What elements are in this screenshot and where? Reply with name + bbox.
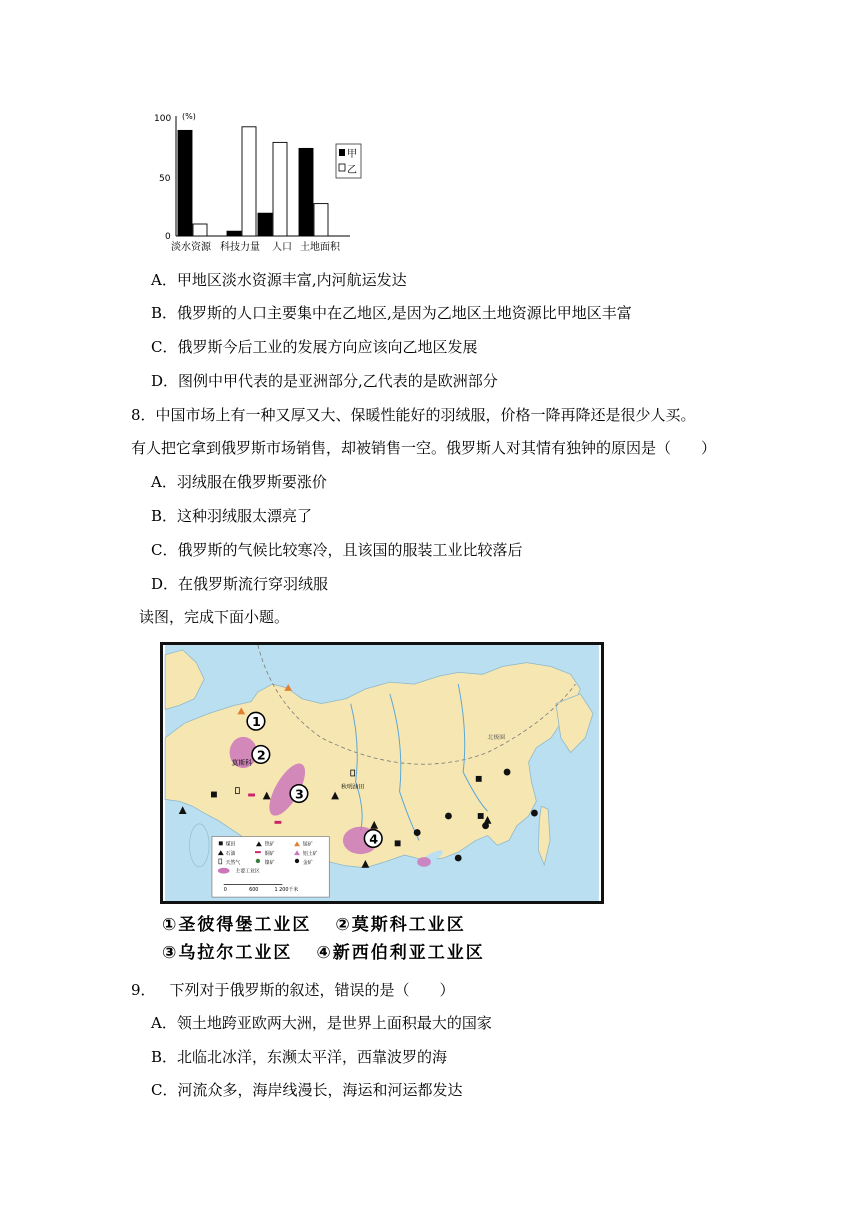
- gold-icon: [414, 829, 421, 836]
- option-text: 图例中甲代表的是亚洲部分,乙代表的是欧洲部分: [178, 372, 498, 390]
- bar-jia-1: [178, 130, 192, 236]
- circle-number: 4: [369, 831, 379, 847]
- option-letter: A．: [151, 1014, 177, 1032]
- arctic-circle-label: 北极圈: [487, 734, 506, 741]
- option-letter: B．: [151, 304, 178, 322]
- moscow-label: 莫斯科: [231, 759, 253, 768]
- option-text: 河流众多，海岸线漫长，海运和河运都发达: [177, 1081, 463, 1099]
- legend-bauxite: 铝土矿: [302, 851, 318, 858]
- legend-swatch-jia: [339, 149, 345, 156]
- q7-option-a: [151, 270, 407, 290]
- coal-icon: [476, 776, 482, 782]
- circle-number: 3: [295, 786, 304, 802]
- copper-icon: [275, 821, 282, 824]
- option-letter: A．: [151, 473, 177, 491]
- gold-icon: [445, 813, 452, 820]
- map-legend: [212, 837, 329, 898]
- option-text: 甲地区淡水资源丰富,内河航运发达: [176, 271, 407, 289]
- q8-option-d: [151, 574, 328, 594]
- legend-nickel: 镍矿: [264, 859, 275, 866]
- scale-1200: 1 200千米: [274, 887, 299, 894]
- q9-option-b: [151, 1047, 447, 1067]
- legend-label-jia: 甲: [347, 149, 357, 160]
- option-text: 俄罗斯的气候比较寒冷，且该国的服装工业比较落后: [177, 541, 523, 559]
- q9-option-c: [151, 1080, 463, 1100]
- q8-stem-line1: [131, 405, 696, 425]
- scale-0: 0: [223, 887, 227, 894]
- legend-gas: 天然气: [225, 859, 241, 866]
- q7-option-d: [151, 371, 498, 391]
- option-letter: A．: [151, 271, 177, 289]
- x-tick-label: 人口: [272, 242, 292, 253]
- industry-area-east: [417, 857, 431, 867]
- coal-icon: [478, 813, 484, 819]
- circle-marker-1: [247, 712, 265, 730]
- circle-marker-3: [290, 785, 308, 803]
- caption-novosibirsk: ④新西伯利亚工业区: [316, 943, 485, 963]
- caspian-sea: [190, 824, 210, 867]
- legend-coal: 煤田: [225, 841, 236, 848]
- map-caption-line1: [162, 914, 466, 936]
- q8-option-c: [151, 540, 523, 560]
- option-letter: B．: [151, 507, 178, 525]
- q9-option-a: [151, 1013, 492, 1033]
- x-tick-label: 科技力量: [220, 242, 260, 253]
- bar-yi-2: [242, 127, 256, 236]
- read-prompt: 读图，完成下面小题。: [139, 608, 290, 626]
- bar-jia-2: [227, 231, 241, 236]
- bar-yi-1: [193, 224, 207, 236]
- legend-gold: 金矿: [302, 859, 313, 866]
- y-unit-label: (%): [182, 112, 196, 121]
- x-tick-label: 淡水资源: [171, 242, 211, 253]
- circle-number: 1: [252, 714, 261, 730]
- y-tick-label: 0: [165, 232, 171, 242]
- option-letter: C．: [151, 541, 178, 559]
- gold-icon: [531, 810, 538, 817]
- y-tick-label: 100: [154, 114, 172, 124]
- bar-jia-3: [258, 213, 272, 236]
- option-letter: C．: [151, 338, 178, 356]
- legend-label-yi: 乙: [347, 165, 357, 176]
- caption-moscow: ②莫斯科工业区: [335, 915, 466, 935]
- option-text: 北临北冰洋，东濒太平洋，西靠波罗的海: [177, 1048, 448, 1066]
- bar-chart: [150, 108, 380, 260]
- coal-icon: [211, 792, 217, 798]
- legend-iron: 铁矿: [264, 841, 275, 848]
- legend-oil: 石油: [225, 851, 236, 858]
- question-number: 8．: [131, 406, 156, 424]
- option-text: 羽绒服在俄罗斯要涨价: [176, 473, 327, 491]
- q8-option-b: [151, 506, 312, 526]
- q9-stem: [131, 980, 455, 1000]
- option-text: 在俄罗斯流行穿羽绒服: [178, 575, 329, 593]
- bar-yi-3: [273, 142, 287, 236]
- q7-option-c: [151, 337, 478, 357]
- bar-jia-4: [299, 148, 313, 236]
- scale-600: 600: [249, 887, 259, 894]
- legend-industry: 主要工业区: [235, 868, 260, 875]
- coal-icon: [395, 840, 401, 846]
- legend-copper: 铜矿: [264, 851, 275, 858]
- qiuming-label: 秋明油田: [340, 784, 365, 791]
- russia-industry-map: [160, 642, 604, 904]
- circle-number: 2: [256, 747, 266, 763]
- x-tick-label: 土地面积: [300, 242, 340, 253]
- q8-stem-line2: 有人把它拿到俄罗斯市场销售，却被销售一空。俄罗斯人对其情有独钟的原因是（ ）: [131, 439, 717, 457]
- question-stem: 下列对于俄罗斯的叙述，错误的是（ ）: [169, 981, 455, 999]
- map-caption-line2: [162, 942, 485, 964]
- option-letter: D．: [151, 575, 179, 593]
- option-letter: C．: [151, 1081, 178, 1099]
- bar-yi-4: [314, 204, 328, 236]
- gold-icon: [482, 822, 489, 829]
- caption-st-petersburg: ①圣彼得堡工业区: [162, 915, 312, 935]
- option-text: 领土地跨亚欧两大洲，是世界上面积最大的国家: [176, 1014, 492, 1032]
- circle-marker-4: [364, 830, 382, 848]
- question-stem: 中国市场上有一种又厚又大、保暖性能好的羽绒服，价格一降再降还是很少人买。: [155, 406, 696, 424]
- option-text: 俄罗斯今后工业的发展方向应该向乙地区发展: [177, 338, 478, 356]
- option-text: 俄罗斯的人口主要集中在乙地区,是因为乙地区土地资源比甲地区丰富: [177, 304, 632, 322]
- legend-manganese: 锰矿: [302, 841, 313, 848]
- copper-icon: [248, 794, 255, 797]
- caption-ural: ③乌拉尔工业区: [162, 943, 293, 963]
- y-tick-label: 50: [159, 174, 171, 184]
- option-letter: B．: [151, 1048, 178, 1066]
- option-text: 这种羽绒服太漂亮了: [177, 507, 313, 525]
- q8-option-a: [151, 472, 327, 492]
- circle-marker-2: [252, 746, 270, 764]
- q7-option-b: [151, 303, 632, 323]
- legend-swatch-yi: [339, 164, 345, 171]
- option-letter: D．: [151, 372, 179, 390]
- legend: [336, 144, 361, 178]
- gold-icon: [455, 855, 462, 862]
- gold-icon: [504, 769, 511, 776]
- question-number: 9．: [131, 981, 156, 999]
